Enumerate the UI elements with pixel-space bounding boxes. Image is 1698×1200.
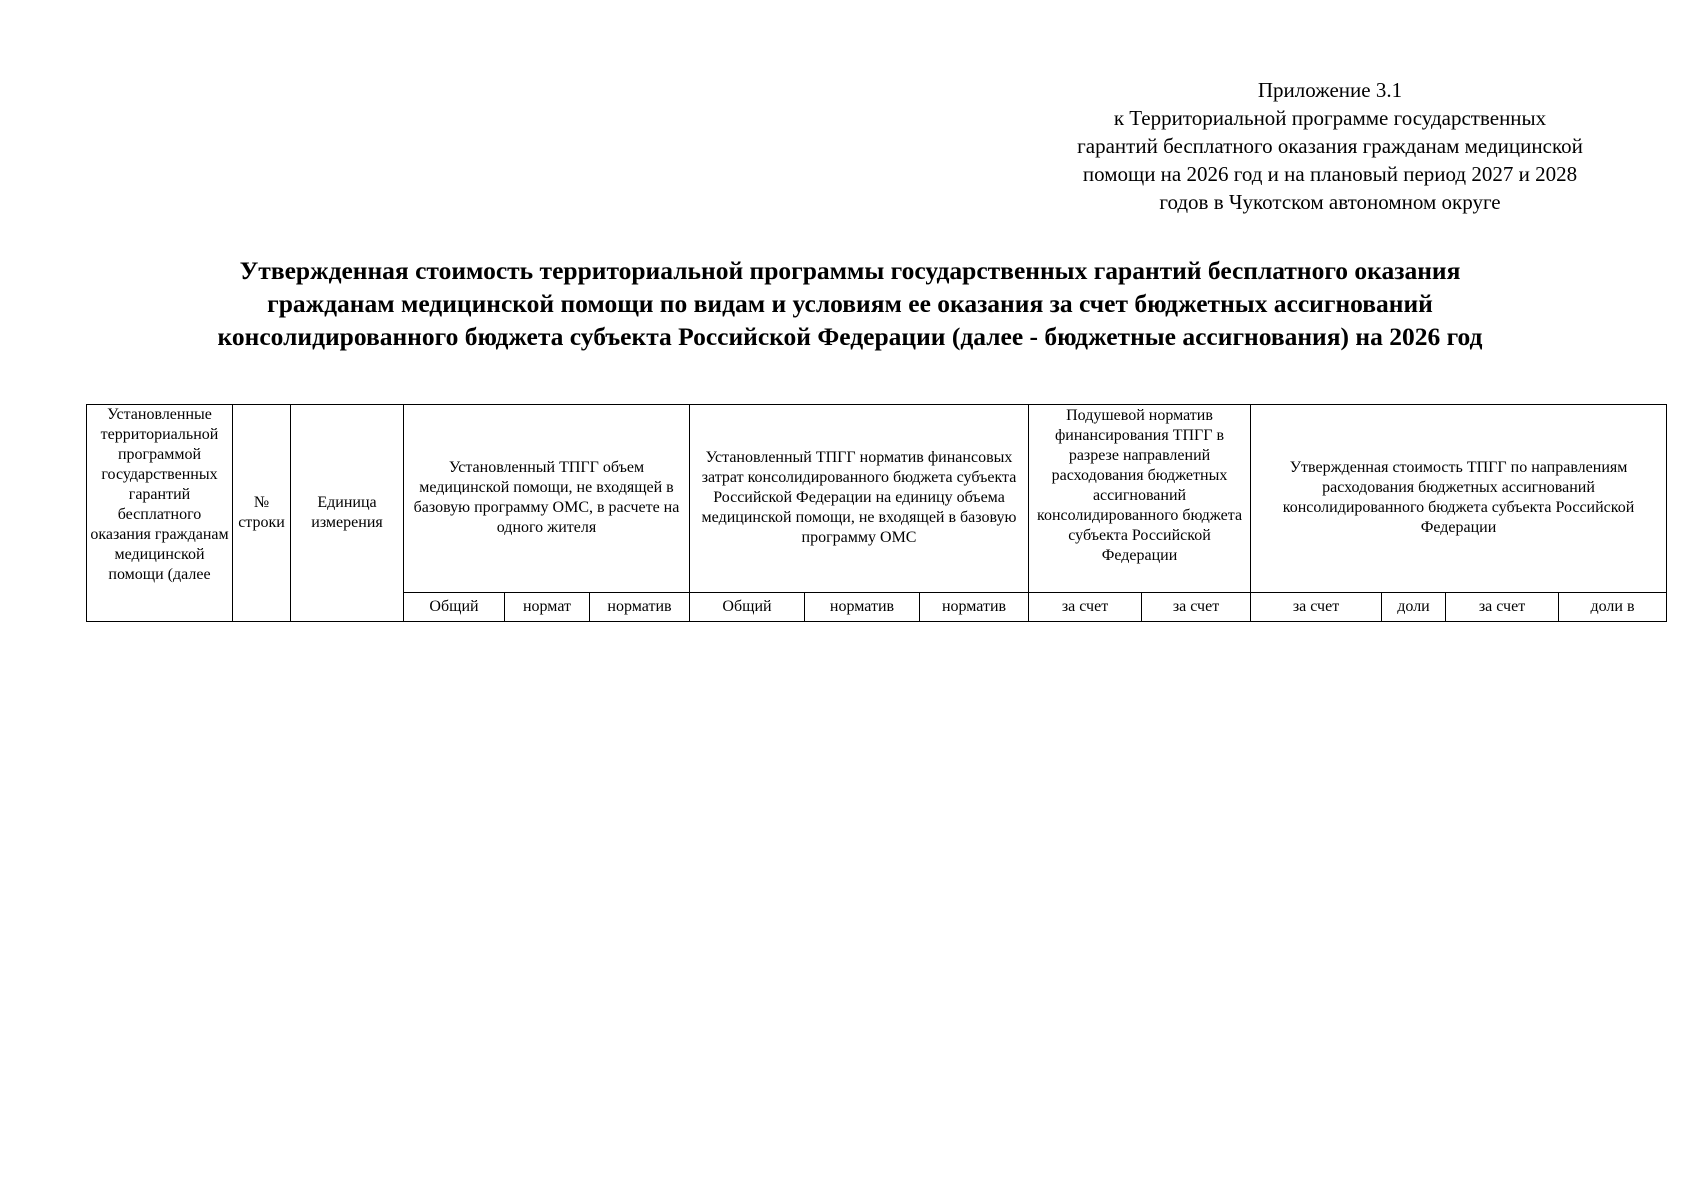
appendix-line: помощи на 2026 год и на плановый период 2027 и 2028 — [1082, 162, 1578, 186]
header-unit: Единица измерения — [291, 405, 404, 622]
subheader-approved-share-2: доли в — [1559, 592, 1667, 621]
header-guarantees: Установленные территориальной программой государственных гарантий бесплатного оказания гражданам медицинской помощи (далее — [87, 405, 233, 622]
document-title — [120, 254, 1580, 353]
header-approved-cost: Утвержденная стоимость ТПГГ по направлениям расходования бюджетных ассигнований консолидированного бюджета субъекта Российской Федерации — [1251, 405, 1667, 593]
subheader-per-capita-1: за счет — [1029, 592, 1142, 621]
appendix-line: к Территориальной программе государственных — [1113, 106, 1547, 130]
title-line: консолидированного бюджета субъекта Российской Федерации (далее - бюджетные ассигнования) на 2026 год — [217, 322, 1483, 351]
subheader-approved-share-1: доли — [1382, 592, 1446, 621]
subheader-volume-norm: нормат — [505, 592, 590, 621]
appendix-line: Приложение 3.1 — [1257, 78, 1403, 102]
subheader-volume-total: Общий — [404, 592, 505, 621]
appendix-note — [1010, 76, 1650, 216]
subheader-cost-norm: норматив — [805, 592, 920, 621]
subheader-approved-1: за счет — [1251, 592, 1382, 621]
subheader-approved-2: за счет — [1446, 592, 1559, 621]
table-header-row — [87, 405, 1667, 593]
cost-table — [86, 404, 1667, 622]
header-cost-norm: Установленный ТПГГ норматив финансовых затрат консолидированного бюджета субъекта Российской Федерации на единицу объема медицинской помощи, не входящей в базовую программу ОМС — [690, 405, 1029, 593]
header-per-capita: Подушевой норматив финансирования ТПГГ в разрезе направлений расходования бюджетных ассигнований консолидированного бюджета субъекта Российской Федерации — [1029, 405, 1251, 593]
title-line: Утвержденная стоимость территориальной программы государственных гарантий бесплатного оказания — [239, 256, 1461, 285]
subheader-cost-norm-2: норматив — [920, 592, 1029, 621]
appendix-line: годов в Чукотском автономном округе — [1159, 190, 1501, 214]
subheader-volume-norm-2: норматив — [590, 592, 690, 621]
title-line: гражданам медицинской помощи по видам и условиям ее оказания за счет бюджетных ассигнований — [267, 289, 1433, 318]
subheader-per-capita-2: за счет — [1142, 592, 1251, 621]
appendix-line: гарантий бесплатного оказания гражданам медицинской — [1077, 134, 1583, 158]
header-row-number: № строки — [233, 405, 291, 622]
header-volume: Установленный ТПГГ объем медицинской помощи, не входящей в базовую программу ОМС, в расчете на одного жителя — [404, 405, 690, 593]
subheader-cost-total: Общий — [690, 592, 805, 621]
